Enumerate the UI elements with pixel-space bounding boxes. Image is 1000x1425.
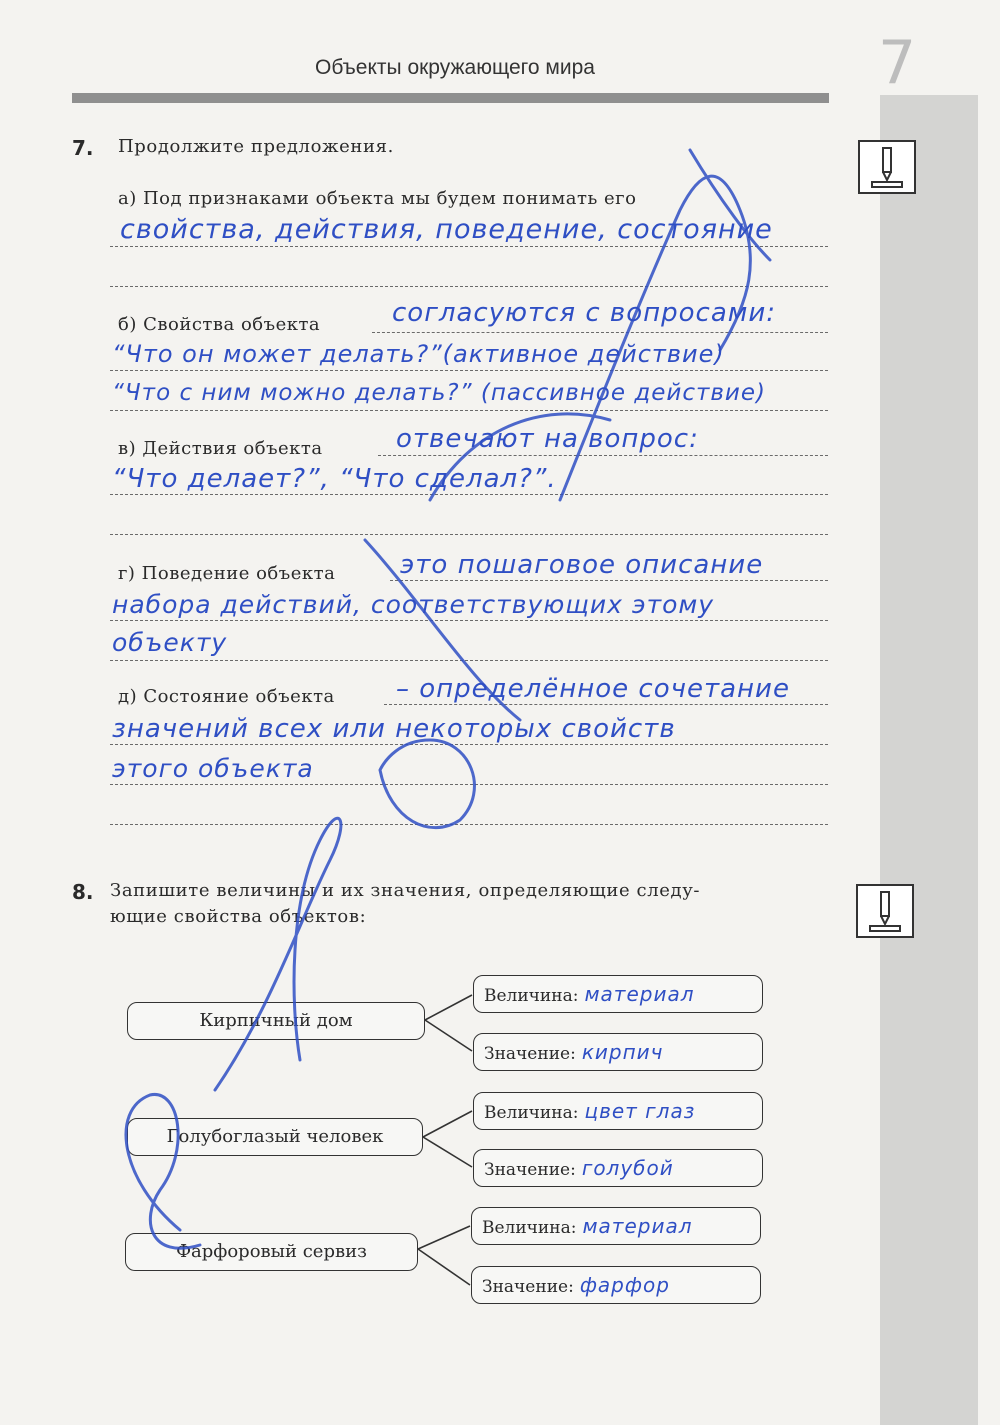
value-answer: кирпич: [581, 1040, 664, 1064]
value-label: Значение:: [484, 1160, 576, 1180]
page-number: 7: [878, 28, 917, 98]
item-d-answer-1: это пошаговое описание: [400, 550, 764, 580]
task-8-number: 8.: [72, 880, 94, 904]
item-c-answer-1: отвечают на вопрос:: [396, 424, 699, 454]
item-e-answer-1: – определённое сочетание: [396, 674, 790, 704]
quantity-label: Величина:: [484, 986, 579, 1006]
task-7-prompt: Продолжите предложения.: [118, 136, 394, 157]
item-c-answer-2: “Что делает?”, “Что сделал?”.: [112, 464, 557, 494]
task-8-prompt-2: ющие свойства объектов:: [110, 906, 367, 927]
value-label: Значение:: [482, 1277, 574, 1297]
quantity-answer: материал: [584, 982, 695, 1006]
item-b-answer-2: “Что он может делать?”(активное действие): [112, 340, 725, 368]
object-box-porcelain-set: [125, 1233, 418, 1271]
item-e-label: д) Состояние объекта: [118, 686, 335, 707]
object-box-blue-eyed-person: [127, 1118, 423, 1156]
object-name: Фарфоровый сервиз: [176, 1241, 367, 1262]
quantity-label: Величина:: [484, 1103, 579, 1123]
value-box: [473, 1033, 763, 1071]
quantity-label: Величина:: [482, 1218, 577, 1238]
quantity-box: [471, 1207, 761, 1245]
object-name: Голубоглазый человек: [166, 1126, 384, 1147]
item-a-label: а) Под признаками объекта мы будем понимать его: [118, 188, 637, 209]
value-answer: голубой: [581, 1156, 674, 1180]
item-b-answer-1: согласуются с вопросами:: [392, 298, 777, 328]
item-c-label: в) Действия объекта: [118, 438, 323, 459]
item-b-answer-3: “Что с ним можно делать?” (пассивное действие): [112, 380, 767, 406]
object-box-brick-house: [127, 1002, 425, 1040]
item-e-answer-3: этого объекта: [112, 754, 314, 783]
item-d-answer-3: объекту: [112, 628, 228, 657]
value-box: [473, 1149, 763, 1187]
object-name: Кирпичный дом: [199, 1010, 353, 1031]
value-box: [471, 1266, 761, 1304]
quantity-answer: материал: [582, 1214, 693, 1238]
quantity-answer: цвет глаз: [584, 1099, 696, 1123]
quantity-box: [473, 975, 763, 1013]
item-a-answer-1: свойства, действия, поведение, состояние: [120, 214, 773, 245]
quantity-box: [473, 1092, 763, 1130]
task-8-prompt-1: Запишите величины и их значения, определяющие следу-: [110, 880, 701, 901]
value-label: Значение:: [484, 1044, 576, 1064]
item-e-answer-2: значений всех или некоторых свойств: [112, 714, 676, 744]
item-d-answer-2: набора действий, соответствующих этому: [112, 590, 715, 619]
task-7-number: 7.: [72, 136, 94, 160]
item-b-label: б) Свойства объекта: [118, 314, 321, 335]
value-answer: фарфор: [579, 1273, 670, 1297]
item-d-label: г) Поведение объекта: [118, 563, 336, 584]
page-title: Объекты окружающего мира: [315, 56, 595, 79]
